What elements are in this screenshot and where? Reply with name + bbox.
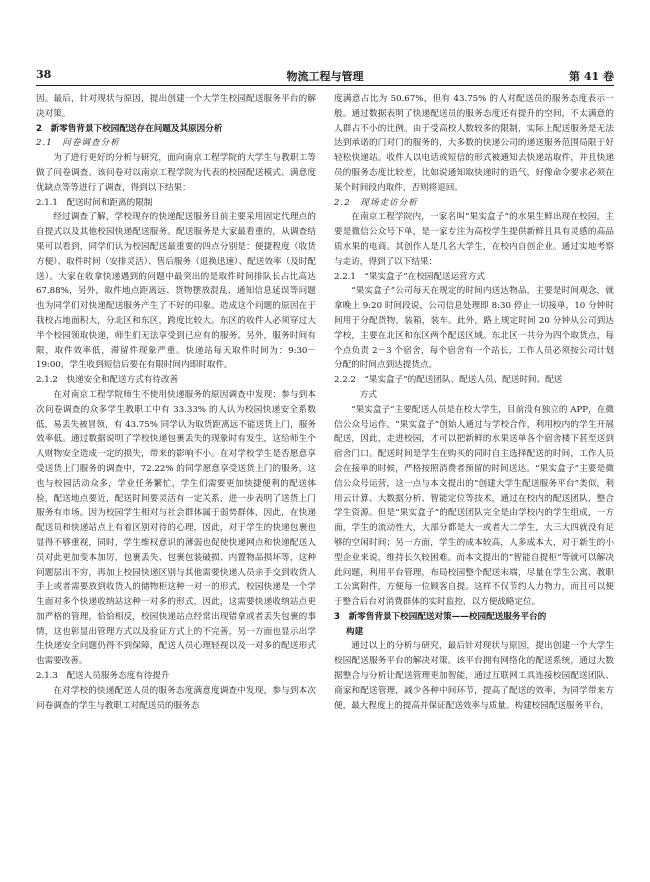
paragraph: 通过以上的分析与研究，最后针对现状与原因，提出创建一个大学生校园配送服务平台的解决对策。该平台拥有网络化的配送系统，通过大数据整合与分析让配送管理更加智能，通过互联网工具连接校园配送团队、商家和配送管理，减少各种中间环节，提高了配送的效率，为同学带来方便，最大程度上的提高并保证配送效率与质量。构建校园配送服务平台， — [334, 641, 614, 711]
subsection-heading — [334, 196, 614, 211]
subsection-heading-text: 2.1 问卷调查分析 — [36, 138, 120, 149]
subsubsection-heading-cont: 方式 — [359, 389, 377, 400]
running-header — [36, 68, 614, 84]
subsubsection-heading: 2.2.2 “果实盒子”的配送团队、配送人员、配送时间、配送 — [334, 375, 563, 386]
left-column — [36, 92, 316, 713]
paragraph: 度满意占比为 50.67%，但有 43.75% 的人对配送员的服务态度表示一般。通过数据表明了快递配送员的服务态度还有提升的空间，不太满意的人群占不小的比例。由于受高校人数较多的限制，实际上配送服务是无法达到承诺的门对门的服务的，大多数的快递公司的递送服务范围局限于好轻松快递站。收件人以电话或短信的形式被通知去快递站取件，并且快递员的服务态度比较差，比如说通知取快递时的语气，好像命令要求必须在某个时间段内取件，否则将退回。 — [334, 94, 614, 193]
paragraph: 在南京工程学院内，一家名叫“果实盒子”的水果生鲜出现在校园，主要是微信公众号下单，是一家专注为高校学生提供新鲜且具有灵感的高品质水果的电商。其创作人是几名大学生，在校内自创企业。通过实地考察与走访，得到了以下结果： — [334, 212, 614, 267]
section-heading: 3 新零售背景下校园配送对策——校园配送服务平台的 — [334, 611, 547, 622]
paragraph: 为了进行更好的分析与研究，面向南京工程学院的大学生与教职工等做了问卷调查。该问卷对以南京工程学院为代表的校园配送模式、满意度优缺点等等进行了调查，得到以下结果： — [36, 153, 316, 193]
section-heading-cont: 构建 — [346, 626, 364, 637]
paragraph: 在对学校的快递配送人员的服务态度满意度调查中发现，参与到本次问卷调查的学生与教职工对配送员的服务态 — [36, 685, 316, 711]
paragraph: 因。最后，针对现状与原因，提出创建一个大学生校园配送服务平台的解决对策。 — [36, 94, 316, 119]
paragraph: “果实盒子”公司每天在规定的时间内送达物品，主要是时间观念，就拿晚上 9:20 时间段说，公司信息处理即 8:30 停止一切接单，10 分钟时间用于分配货物，装箱，装车。此外，路上规定时间 20 分钟从公司到达学校，主要在北区和东区两个配送区域。东北区一共分为四个取货点，每个点负责 2－3 个宿舍，每个宿舍有一个站长，工作人员必须按公司计划分配的时间点到达提货点。 — [334, 286, 614, 371]
subsubsection-heading: 2.1.2 快递安全和配送方式有待改善 — [36, 375, 179, 386]
paragraph: 在对南京工程学院师生不使用快递服务的原因调查中发现：参与到本次问卷调查的众多学生教职工中有 33.33% 的人认为校园快递安全系数低，易丢失被冒领，有 43.75% 同学认为取货距离远不能送货上门，服务效率低。通过数据说明了学校快递包裹丢失的现象时有发生，这给师生个人财物安全造成一定的损失，带来的影响不小。在对学校学生是否愿意享受送货上门服务的调查中，72.22% 的同学愿意享受送货上门的服务，这也与校园活动众多，学业任务繁忙，学生们需要更加快捷便利的配送体验，配送地点要近，配送时间要灵活有一定关系，进一步表明了送货上门服务有市场。因为校园学生相对与社会群体属于弱势群体，因此，在快递配送员和快递站点上有着区别对待的心理，因此，对于学生的快递包裹也显得不够重视，同时，学生维权意识的薄弱也促使快递网点和快递配送人员对此更加变本加厉，包裹丢失、包裹包装破损、内置物品损坏等，这种问题层出不穷，再加上校园快递区别与其他需要快递人员亲手交到收货人手上或者需要放到收货人的储物柜这种一对一的形式，校园快递是一个学生面对多个快递收纳站这种一对多的形式，因此，这需要快递收纳站点更加严格的管理，恰恰相反，校园快递站点经常出现错拿或者丢失包裹的事情，这也彰显出管理方式以及验证方式上的不完善，另一方面也显示出学生快递安全问题仍得不到保障，配送人员心理轻视以及一对多的配送形式也需要改善。 — [36, 389, 316, 667]
section-heading: 2 新零售背景下校园配送存在问题及其原因分析 — [36, 123, 223, 134]
volume-label: 第 41 卷 — [569, 70, 614, 83]
journal-title: 物流工程与管理 — [286, 70, 364, 83]
right-column — [334, 92, 614, 713]
subsubsection-heading: 2.1.1 配送时间和距离的限制 — [36, 197, 153, 208]
paragraph: 经过调查了解，学校现存的快递配送服务目前主要采用固定代理点的自提式以及其他校园快递配送服务。配送服务是大家最看重的，从调查结果可以看到，同学们认为校园配送最重要的四点分别是：便捷程度（收货方便）、取件时间（安排灵活）、售后服务（退换迅速）、配送效率（及时配送）。大家在收拿快递遇到的问题中最突出的是取件时间排队长占比高达 67.88%，另外，取件地点距离远、货物摆放混乱、通知信息延误等问题也为同学们对快递配送服务产生了不好的印象。造成这个问题的原因在于我校占地面积大，分北区和东区，跨度比较大。东区的收件人必须穿过大半个校园领取快递，师生们无法享受到已应有的服务。另外，服务时间有限，取件效率低，滞留件现象严重。快递站每天取件时间为：9:30－19:00，学生收到短信后要在有限时间内即时取件。 — [36, 212, 316, 371]
subsection-heading-text: 2.2 现场走访分析 — [334, 197, 418, 208]
subsubsection-heading: 2.2.1 “果实盒子”在校园配送运营方式 — [334, 271, 485, 282]
subsection-heading — [36, 136, 316, 151]
paragraph: “果实盒子”主要配送人员是在校大学生，目前没有独立的 APP，在微信公众号运作。“果实盒子”创始人通过与学校合作，利用校内的学生开展配送，因此，走进校园，才可以把新鲜的水果送单各个宿舍楼下甚至送到宿舍门口。配送时间是学生在购买的同时自主选择配送的时间，工作人员会在接单的时候，严格按照消费者预留的时间送达。“果实盒子”主要是微信公众号运营，这一点与本文提出的“创建大学生配送服务平台”类似，利用云计算、大数据分析、智能定位等技术，通过在校内的配送团队，整合学生资源。但是“果实盒子”的配送团队完全是由学校内的学生组成，一方面，学生的流动性大，大部分都是大一或者大二学生，大三大四就没有足够的空闲时间；另一方面，学生的成本较高，人多成本大，对于新生的小型企业来说，维持长久较困难。而本文提出的“智能自提柜”等就可以解决此问题，利用平台管理，布局校园整个配送末端，尽量在学生公寓、教职工公寓附件，方便每一位顾客自提。这样不仅节约人力物力，而且可以便于整合后台对消费群体的实时监控，以方便战略定位。 — [334, 404, 614, 608]
subsubsection-heading: 2.1.3 配送人员服务态度有待提升 — [36, 671, 170, 682]
header-rule — [36, 85, 614, 86]
page-number: 38 — [36, 68, 52, 81]
